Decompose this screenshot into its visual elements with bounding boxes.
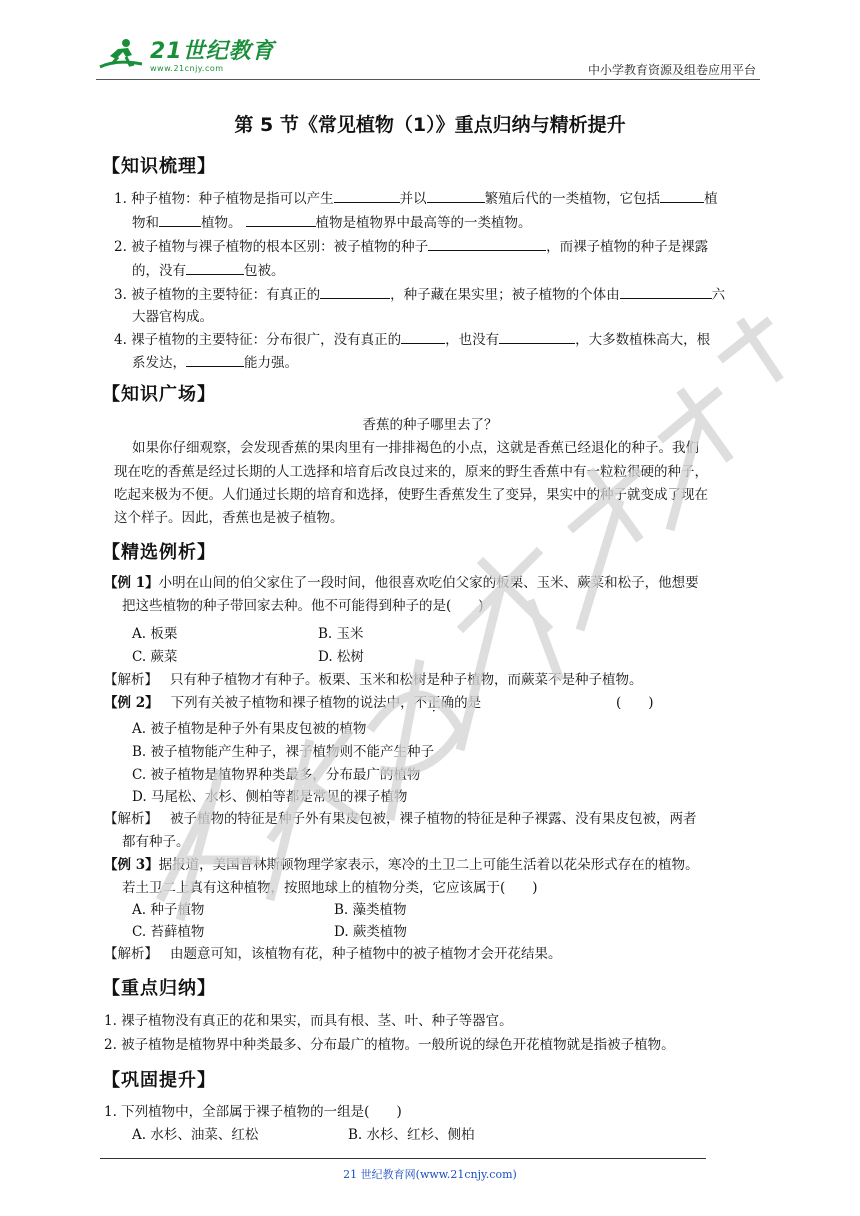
example-3-line1: 【例 3】据报道，美国普林斯顿物理学家表示，寒冷的土卫二上可能生活着以花朵形式存在的植物。 [104,857,699,873]
knowledge-item-4-line2: 系发达， 能力强。 [132,351,298,374]
plaza-paragraph-line: 现在吃的香蕉是经过长期的人工选择和培育后改良过来的，原来的野生香蕉中有一粒粒很硬的种子， [114,464,708,480]
plaza-paragraph-line: 如果你仔细观察，会发现香蕉的果肉里有一排排褐色的小点，这就是香蕉已经退化的种子。我们 [132,440,699,456]
consolidate-question-1: 1. 下列植物中，全部属于裸子植物的一组是( ) [104,1104,402,1120]
emphasis-text: 不正确 [413,695,455,711]
consolidate-option-b: B. 水杉、红杉、侧柏 [348,1127,475,1143]
example-1-option-a: A. 板栗 [132,626,178,642]
example-2-analysis-line2: 都有种子。 [122,834,190,850]
example-1-line1: 【例 1】小明在山间的伯父家住了一段时间，他很喜欢吃伯父家的板栗、玉米、蕨菜和松子，他想要 [104,575,699,591]
example-2-option-a: A. 被子植物是种子外有果皮包被的植物 [132,721,367,737]
example-1-option-d: D. 松树 [318,649,364,665]
logo-title: 21世纪教育 [150,39,275,64]
plaza-paragraph-line: 这个样子。因此，香蕉也是被子植物。 [114,510,344,526]
watermark-graphic [120,300,800,940]
example-1-line2: 把这些植物的种子带回家去种。他不可能得到种子的是( ) [122,598,484,614]
page-header [96,34,756,80]
knowledge-item-1-line2: 物和 植物。 植物是植物界中最高等的一类植物。 [132,211,532,234]
header-divider [96,79,760,80]
example-3-option-c: C. 苔藓植物 [132,924,205,940]
example-3-line2: 若土卫二上真有这种植物，按照地球上的植物分类，它应该属于( ) [122,880,538,896]
consolidate-option-a: A. 水杉、油菜、红松 [132,1127,259,1143]
example-2-line1: 【例 2】 下列有关被子植物和裸子植物的说法中，不正确的是 [104,695,482,711]
section-title-plaza: 【知识广场】 [102,384,216,405]
knowledge-item-2-line2: 的，没有 包被。 [132,259,285,282]
example-2-paren: ( ) [616,695,654,711]
example-1-option-c: C. 蕨菜 [132,649,178,665]
example-2-analysis-line1: 【解析】 被子植物的特征是种子外有果皮包被，裸子植物的特征是种子裸露、没有果皮包被，两者 [104,811,697,827]
example-2-option-b: B. 被子植物能产生种子，裸子植物则不能产生种子 [132,744,435,760]
keypoint-item: 1. 裸子植物没有真正的花和果实，而具有根、茎、叶、种子等器官。 [104,1013,513,1029]
section-title-examples: 【精选例析】 [102,542,216,563]
example-3-analysis: 【解析】 由题意可知，该植物有花，种子植物中的被子植物才会开花结果。 [104,946,562,962]
section-title-keypoints: 【重点归纳】 [102,978,216,999]
example-3-option-a: A. 种子植物 [132,902,205,918]
example-3-option-d: D. 蕨类植物 [334,924,407,940]
knowledge-item-4-line1: 4. 裸子植物的主要特征：分布很广，没有真正的 ，也没有 ，大多数植株高大，根 [114,328,710,351]
knowledge-item-3-line2: 大器官构成。 [132,309,213,325]
plaza-paragraph-line: 吃起来极为不便。人们通过长期的培育和选择，使野生香蕉发生了变异，果实中的种子就变成了现在 [114,487,708,503]
example-3-option-b: B. 藻类植物 [334,902,407,918]
section-title-knowledge: 【知识梳理】 [102,156,216,177]
example-1-option-b: B. 玉米 [318,626,364,642]
header-platform-text: 中小学教育资源及组卷应用平台 [587,63,756,77]
example-1-analysis: 【解析】 只有种子植物才有种子。板栗、玉米和松树是种子植物，而蕨菜不是种子植物。 [104,672,643,688]
example-2-option-d: D. 马尾松、水杉、侧柏等都是常见的裸子植物 [132,789,408,805]
footer-divider [100,1158,706,1159]
example-2-option-c: C. 被子植物是植物界种类最多，分布最广的植物 [132,767,421,783]
section-title-consolidate: 【巩固提升】 [102,1070,216,1091]
knowledge-item-1-line1: 1. 种子植物：种子植物是指可以产生 并以 繁殖后代的一类植物，它包括 植 [114,187,718,210]
plaza-heading: 香蕉的种子哪里去了？ [362,417,498,433]
runner-logo-icon [96,37,148,77]
footer-text[interactable]: 21 世纪教育网(www.21cnjy.com) [343,1168,517,1181]
knowledge-item-2-line1: 2. 被子植物与裸子植物的根本区别：被子植物的种子 ，而裸子植物的种子是裸露 [114,235,708,258]
site-logo[interactable] [96,34,275,80]
knowledge-item-3-line1: 3. 被子植物的主要特征：有真正的 ，种子藏在果实里；被子植物的个体由 六 [114,283,725,306]
page-title: 第 5 节《常见植物（1）》重点归纳与精析提升 [234,114,626,136]
keypoint-item: 2. 被子植物是植物界中种类最多、分布最广的植物。一般所说的绿色开花植物就是指被子植物。 [104,1037,675,1053]
logo-url: www.21cnjy.com [150,64,224,73]
